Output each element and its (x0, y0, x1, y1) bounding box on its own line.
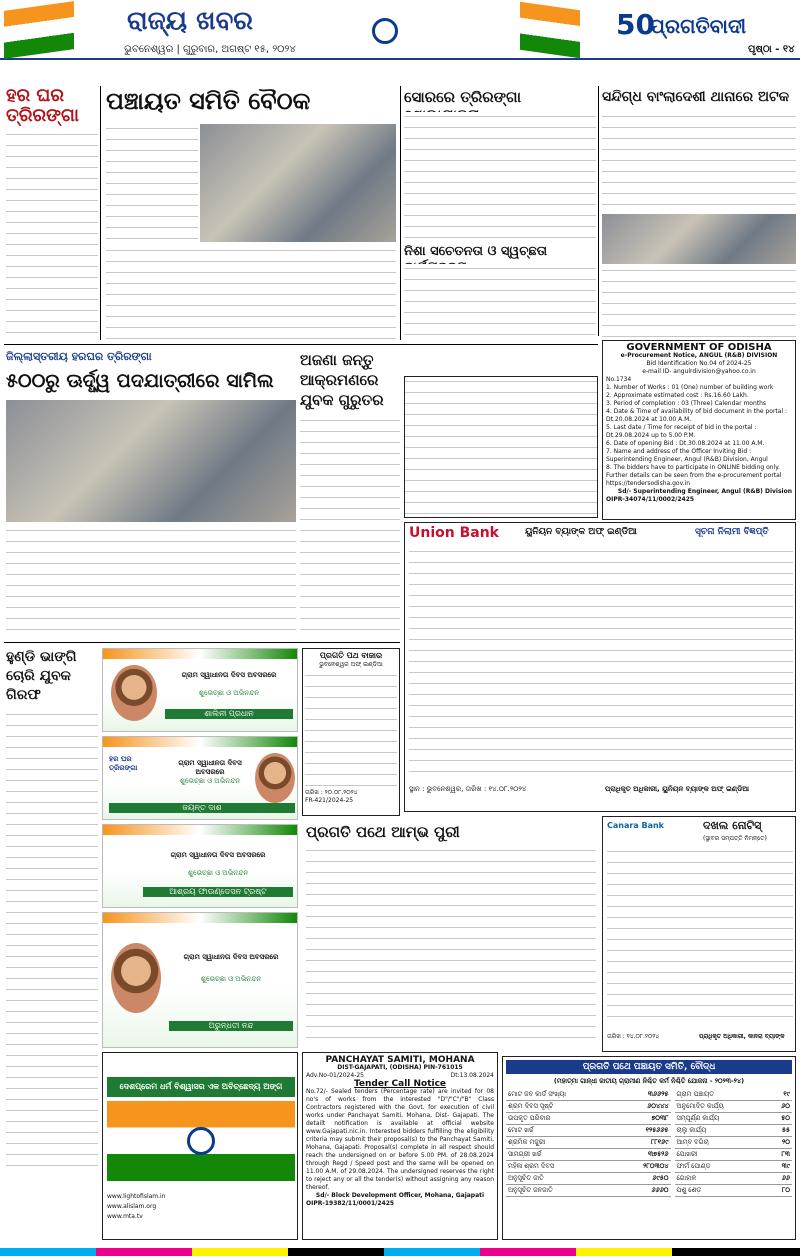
ad-name: ଶାଲିନୀ ପ୍ରଧାନ (165, 709, 293, 719)
canara-notice (602, 816, 796, 1052)
greeting-ad-1 (102, 648, 298, 732)
tender-row: 7. Name and address of the Officer Inviting Bid : Superintending Engineer, Angul (R&B) Division, Angul (606, 448, 768, 463)
boudh-row-label: ଅନୁସୂଚିତ ଜନଜାତି (508, 1186, 553, 1194)
column-rule (400, 86, 401, 340)
boudh-row-label: ଆମ୍ବ ବଗିଚା (676, 1138, 709, 1146)
section-rule (4, 344, 598, 345)
market-title: ପ୍ରଗତି ପଥ ବାଜାର (319, 651, 383, 660)
headline-bangladeshi: ସନ୍ଦିଗ୍ଧ ବାଂଲାଦେଶୀ ଥାନାରେ ଅଟକ (602, 89, 790, 105)
boudh-row-label: ମହିଳା ଶ୍ରମ ଦିବସ (508, 1162, 555, 1170)
boudh-row-value: ୩୬୬୨୫ (647, 1090, 669, 1098)
mohana-dist: DIST-GAJAPATI, (ODISHA) PIN-761015 (337, 1064, 463, 1071)
column-rule (100, 86, 101, 340)
article-body (106, 124, 198, 242)
boudh-row (506, 1149, 671, 1161)
tender-footer: Further details can be seen from the e-procurement portal https://tendersodisha.gov.in (606, 472, 782, 487)
tender-gov: GOVERNMENT OF ODISHA (626, 342, 772, 353)
page-number: ପୃଷ୍ଠା - ୧୪ (748, 44, 795, 55)
boudh-row-value: ୮୮୧୬୯ (651, 1138, 669, 1146)
headline-panchayat: ପଞ୍ଚାୟତ ସମିତି ବୈଠକ (106, 87, 311, 115)
boudh-row-value: ୫୦ (781, 1114, 790, 1122)
mohana-office: PANCHAYAT SAMITI, MOHANA (325, 1055, 475, 1065)
deshaprema-url: www.mta.tv (107, 1213, 143, 1220)
portrait-image (111, 943, 161, 1013)
tender-office: e-Procurement Notice, ANGUL (R&B) DIVISION (620, 352, 778, 359)
tender-row: 8. The bidders have to participate in ONLINE bidding only. (606, 464, 780, 471)
union-bank-notice (404, 522, 796, 812)
boudh-row (675, 1173, 793, 1185)
section-rule (4, 642, 400, 643)
boudh-row-value: ୧୨୫୬୬୫ (645, 1126, 669, 1134)
ad-title: ଗ୍ରାମ ସ୍ୱାଧୀନତା ଦିବସ ଅବସରରେ (181, 671, 277, 679)
boudh-row (506, 1185, 671, 1197)
headline-sorada: ସୋରରେ ତ୍ରିରଙ୍ଗା (404, 88, 521, 106)
ad-tag: ହର ଘର ତ୍ରିରଙ୍ଗା (109, 755, 138, 772)
deshaprema-url: www.lightofislam.in (107, 1193, 166, 1200)
tender-sign: Sd/- Superintending Engineer, Angul (R&B) Division (617, 488, 792, 495)
article-body (6, 710, 98, 1170)
boudh-row (506, 1161, 671, 1173)
boudh-row-label: ପଶୁ ଶେଡ଼ (676, 1186, 702, 1194)
ad-wish: ଶୁଭେଚ୍ଛା ଓ ଅଭିନନ୍ଦନ (198, 689, 260, 697)
deshaprema-url: www.alislam.org (107, 1203, 157, 1210)
boudh-row-label: ଚାଲୁ କାର୍ଯ୍ୟ (676, 1126, 707, 1134)
boudh-ad (502, 1056, 796, 1240)
boudh-row-value: ୩୯ (781, 1162, 790, 1170)
tender-row: 4. Date & Time of availability of bid document in the portal : Dt.20.08.2024 at 10.00 A.M. (606, 408, 788, 423)
portrait-image (255, 753, 295, 803)
tender-mohana (302, 1052, 498, 1240)
article-body (6, 130, 98, 340)
boudh-table-right (675, 1089, 793, 1197)
tender-row: 6. Date of opening Bid : Dt.30.08.2024 at 11.00 A.M. (606, 440, 765, 447)
ad-title: ଗ୍ରାମ ସ୍ୱାଧୀନତା ଦିବସ ଅବସରରେ (178, 759, 242, 776)
boudh-row-value: ୮୦ (781, 1186, 790, 1194)
boudh-row-label: ଅନୁମୋଦିତ କାର୍ଯ୍ୟ (676, 1102, 724, 1110)
article-body (404, 112, 596, 240)
canara-notice-title: ଦଖଲ ନୋଟିସ୍ (703, 819, 762, 832)
tender-row: 3. Period of completion : 03 (Three) Calendar months (606, 400, 767, 407)
boudh-row-label: ଗୋହାଳ (676, 1174, 697, 1182)
union-bank-place: ସ୍ଥାନ : ଭୁବନେଶ୍ୱର, ତାରିଖ : ୧୪.୦୮.୨୦୨୪ (409, 785, 527, 793)
ad-wish: ଶୁଭେଚ୍ଛା ଓ ଅଭିନନ୍ଦନ (200, 975, 262, 983)
boudh-row (506, 1125, 671, 1137)
canara-sub: (ସ୍ଥାବର ସମ୍ପତ୍ତି ନିମନ୍ତେ) (703, 835, 767, 842)
padayatra-photo (6, 400, 296, 522)
dateline: ଭୁବନେଶ୍ୱର | ଗୁରୁବାର, ଅଗଷ୍ଟ ୧୫, ୨୦୨୪ (124, 44, 296, 55)
market-code: FR-421/2024-25 (305, 797, 354, 804)
ad-title: ଗ୍ରାମ ସ୍ୱାଧୀନତା ଦିବସ ଅବସରରେ (183, 953, 279, 961)
boudh-row-value: ୬୯୫୦ (652, 1174, 669, 1182)
boudh-row (506, 1173, 671, 1185)
boudh-row-value: ୭୦୩୮ (651, 1114, 669, 1122)
article-body (306, 846, 596, 1048)
canara-logo: Canara Bank (607, 821, 665, 830)
boudh-row-label: ଶ୍ରମ ଦିବସ ସୃଷ୍ଟି (508, 1102, 554, 1110)
article-body (602, 266, 796, 338)
ad-name: ଜୟନ୍ତ ଦାଶ (109, 803, 295, 813)
boudh-row-value: ୬୦୪୪୪ (647, 1102, 669, 1110)
market-box (302, 648, 400, 816)
union-bank-name: ୟୁନିୟନ ବ୍ୟାଙ୍କ ଅଫ୍ ଇଣ୍ଡିଆ (525, 527, 637, 537)
union-bank-table (409, 547, 793, 779)
ad-name: ଅରୁନ୍ଧତୀ ନନ୍ଦ (169, 1021, 293, 1031)
boudh-row (506, 1137, 671, 1149)
tender-bid: Bid Identification No.04 of 2024-25 (646, 360, 752, 367)
article-body (404, 264, 596, 340)
boudh-table-left (506, 1089, 671, 1197)
boudh-row-label: ମୋଟ ଖର୍ଚ୍ଚ (508, 1126, 534, 1134)
boudh-row (506, 1101, 671, 1113)
boudh-row-value: ୬୦ (781, 1102, 790, 1110)
meeting-photo (200, 124, 396, 242)
boudh-row-label: ଗ୍ରାମ ପଞ୍ଚାୟତ (676, 1090, 714, 1098)
press-notice-box (404, 376, 598, 518)
ad-name: ଆଶ୍ରୟ ଫାଉଣ୍ଡେସନ ଟ୍ରଷ୍ଟ (143, 887, 293, 897)
section-title: ରାଜ୍ୟ ଖବର (126, 6, 254, 36)
market-date: ତାରିଖ : ୨୦.୦୮.୨୦୨୪ (305, 789, 358, 796)
tender-angul (602, 340, 796, 520)
tender-row: 2. Approximate estimated cost : Rs.16.60 Lakh. (606, 392, 749, 399)
canara-table (607, 847, 793, 1027)
union-bank-sign: ପ୍ରାଧିକୃତ ଅଧିକାରୀ, ୟୁନିୟନ ବ୍ୟାଙ୍କ ଅଫ୍ ଇଣ୍ଡିଆ (605, 785, 750, 793)
headline-padayatra: ୫୦୦ରୁ ଊର୍ଦ୍ଧ୍ୱ ପଦଯାତ୍ରୀରେ ସାମିଲ (6, 370, 274, 392)
deshaprema-ad (102, 1052, 298, 1240)
boudh-row (675, 1101, 793, 1113)
boudh-header: ପ୍ରଗତି ପଥେ ପଞ୍ଚାୟତ ସମିତି, ବୌଦ୍ଧ (506, 1060, 792, 1074)
ashoka-chakra-icon (372, 18, 398, 44)
boudh-row-label: ଉପକୃତ ପରିବାର (508, 1114, 551, 1122)
tender-row: 1. Number of Works : 01 (One) number of building work (606, 384, 774, 391)
article-body (602, 112, 796, 212)
canara-date: ତାରିଖ : ୧୪.୦୮.୨୦୨୪ (607, 1033, 660, 1040)
article-body (106, 246, 396, 340)
brand-years: 50 (616, 8, 655, 41)
greeting-ad-4 (102, 912, 298, 1048)
portrait-image (111, 665, 157, 721)
tender-row: 5. Last date / Time for receipt of bid in the portal : Dt.29.08.2024 up to 5.00 P.M. (606, 424, 757, 439)
boudh-row-label: ଶ୍ରମିକ ମଜୁରୀ (508, 1138, 546, 1146)
mohana-adv: Adv.No-01/2024-25 (306, 1072, 364, 1079)
greeting-ad-2 (102, 736, 298, 820)
boudh-row (675, 1161, 793, 1173)
tender-ref: No.1734 (606, 376, 632, 383)
headline-ajana: ଅଜଣା ଜନ୍ତୁ ଆକ୍ରମଣରେ ଯୁବକ ଗୁରୁତର (300, 351, 384, 409)
boudh-row-value: ୬୬୬୦ (651, 1186, 669, 1194)
column-rule (598, 86, 599, 336)
headline-har-ghar: ହର ଘର ତ୍ରିରଙ୍ଗା (6, 86, 79, 126)
mohana-title: Tender Call Notice (353, 1079, 447, 1089)
brand-logo: ପ୍ରଗତିବାଦୀ (650, 14, 747, 38)
label-jilla: ଜିଲ୍ଲାସ୍ତରୀୟ ହରଘର ତ୍ରିରଙ୍ଗା (6, 350, 152, 363)
boudh-row-value: ୩୭୫୨୬ (648, 1150, 669, 1158)
flag-icon (4, 1, 74, 59)
article-body (6, 526, 296, 638)
mohana-sign: Sd/- Block Development Officer, Mohana, Gajapati (315, 1192, 485, 1199)
boudh-row (675, 1125, 793, 1137)
ad-title: ଗ୍ରାମ ସ୍ୱାଧୀନତା ଦିବସ ଅବସରରେ (170, 851, 266, 859)
canara-sign: ପ୍ରାଧିକୃତ ଅଧିକାରୀ, କାନରା ବ୍ୟାଙ୍କ (699, 1033, 785, 1040)
union-bank-logo: Union Bank (409, 525, 499, 541)
deshaprema-headline: ଦେଶପ୍ରେମ ଧର୍ମ ବିଶ୍ୱାସର ଏକ ଅବିଚ୍ଛେଦ୍ୟ ଅଙ୍ଗ (107, 1077, 295, 1097)
headline-hundi: ହୁଣ୍ଡି ଭାଙ୍ଗି ଚୋରି ଯୁବକ ଗିରଫ (6, 649, 77, 703)
article-body (300, 416, 400, 638)
boudh-row-label: ପୋଖରୀ (676, 1150, 698, 1158)
union-bank-notice-title: ସୂଚନା ନିଲାମୀ ବିଜ୍ଞପ୍ତି (695, 527, 769, 537)
masthead (0, 0, 800, 60)
boudh-row (675, 1185, 793, 1197)
headline-nisha: ନିଶା ସଚେତନତା ଓ ସ୍ୱଚ୍ଛତା (404, 244, 548, 259)
boudh-row (675, 1137, 793, 1149)
boudh-sub: (ମହାତ୍ମା ଗାନ୍ଧୀ ଜାତୀୟ ଗ୍ରାମୀଣ ନିଶ୍ଚିତ କର୍ମ ନିଶ୍ଚିତି ଯୋଜନା - ୨୦୨୩-୨୪) (553, 1077, 745, 1085)
boudh-row (506, 1089, 671, 1101)
ad-wish: ଶୁଭେଚ୍ଛା ଓ ଅଭିନନ୍ଦନ (179, 777, 241, 785)
boudh-row-label: ସମ୍ପୂର୍ଣ୍ଣ କାର୍ଯ୍ୟ (676, 1114, 720, 1122)
color-registration-bar (0, 1248, 800, 1256)
market-table (305, 671, 397, 789)
headline-pragati: ପ୍ରଗତି ପଥେ ଆମ୍ଭ ପୁରୀ (306, 823, 460, 841)
boudh-row-value: ୧୯ (783, 1090, 790, 1098)
boudh-row-value: ୨୮୦୩୦୪ (643, 1162, 669, 1170)
suspects-photo (602, 214, 796, 264)
flag-icon (520, 2, 580, 58)
boudh-row-label: ମୋଟ ଜବ କାର୍ଡ ସଂଖ୍ୟା (508, 1090, 566, 1098)
boudh-row-label: ସାମଗ୍ରୀ ଖର୍ଚ୍ଚ (508, 1150, 542, 1158)
tender-code: OIPR-34074/11/0002/2425 (606, 496, 695, 503)
boudh-row (506, 1113, 671, 1125)
boudh-row (675, 1113, 793, 1125)
mohana-body: No.72/- Sealed tenders (Percentage rate) are invited for 08 no's of works from the interested "D"/"C"/"B" Class Contractors registered with the Govt. for execution of civil works under Panchayat Samiti, Mohana, Dist- Gajapati. The detailt notification is available at official website www.Gajapati.nic.in. Interested bidders fulfilling the eligibility criteria may submit their proposal(s) to the Panchayat Samiti, Mohana, Gajapati. Proposal(s) complete in all respect should reach the undersigned on or before 5.00 PM. of 28.08.2024 through Regd / Speed post and the same will be opened on 11.00 A.M. of 29.08.2024. The undersigned reserves the right to reject any or all the tender(s) without assigning any reason thereof. (306, 1088, 494, 1191)
boudh-row-value: ୫୫ (781, 1126, 790, 1134)
boudh-row (675, 1149, 793, 1161)
mohana-code: OIPR-19382/11/0001/2425 (306, 1200, 395, 1207)
boudh-row-label: ଫାର୍ମ ପୋଣ୍ଡ (676, 1162, 711, 1170)
tender-email: e-mail ID- angulrdivision@yahoo.co.in (642, 368, 756, 375)
boudh-row-value: ୮୩ (781, 1150, 790, 1158)
mohana-date: Dt:13.08.2024 (450, 1072, 494, 1079)
boudh-row (675, 1089, 793, 1101)
boudh-row-value: ୬୬ (781, 1174, 790, 1182)
boudh-row-label: ଅନୁସୂଚିତ ଜାତି (508, 1174, 544, 1182)
greeting-ad-3 (102, 824, 298, 908)
market-sub: ଭୁବନେଶ୍ୱର ଅଫ୍ ଇଣ୍ଡିଆ (319, 661, 383, 668)
ad-wish: ଶୁଭେଚ୍ଛା ଓ ଅଭିନନ୍ଦନ (187, 869, 249, 877)
boudh-row-value: ୨୦ (782, 1138, 790, 1146)
ashoka-chakra-icon (187, 1127, 215, 1155)
